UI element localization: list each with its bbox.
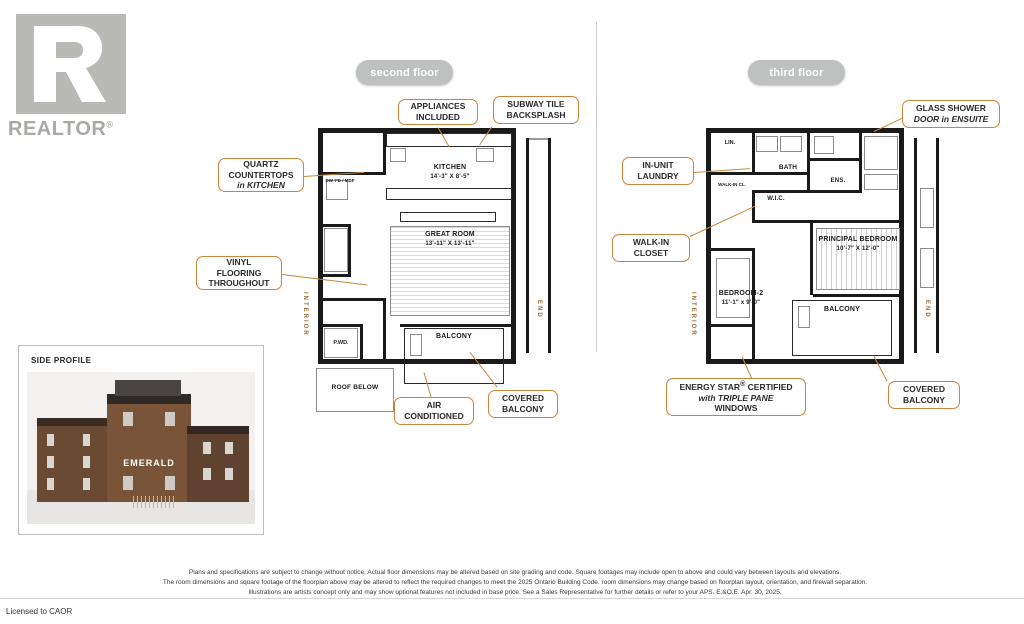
- second-floor-pill: second floor: [356, 60, 453, 85]
- room-balcony-second: BALCONY: [435, 333, 472, 340]
- room-great-room: GREAT ROOM 13'-11" X 13'-11": [425, 231, 475, 247]
- realtor-r-glyph: [16, 14, 126, 114]
- label-interior-second: INTERIOR: [302, 292, 308, 337]
- licensed-label: Licensed to CAOR: [6, 607, 73, 616]
- callout-appliances-included: APPLIANCES INCLUDED: [398, 99, 478, 125]
- side-profile-title: SIDE PROFILE: [31, 356, 92, 365]
- callout-subway-tile-backsplash: SUBWAY TILE BACKSPLASH: [493, 96, 579, 124]
- realtor-wordmark: REALTOR®: [8, 118, 114, 140]
- label-interior-third: INTERIOR: [690, 292, 696, 337]
- disclaimer-line-3: Illustrations are artists concept only and may show optional features not included in base price. See a Sales Representative for further details or refer to your APS. E.&O.E. Apr. 30, 2025.: [248, 589, 782, 597]
- label-roof-below: ROOF BELOW: [331, 384, 379, 391]
- callout-vinyl-flooring: VINYL FLOORING THROUGHOUT: [196, 256, 282, 290]
- building-name-label: EMERALD: [123, 458, 175, 468]
- room-principal-bedroom: PRINCIPAL BEDROOM 10'-7" X 12'-0": [818, 236, 898, 252]
- callout-walk-in-closet: WALK-IN CLOSET: [612, 234, 690, 262]
- callout-quartz-countertops: QUARTZ COUNTERTOPS in KITCHEN: [218, 158, 304, 192]
- room-bedroom-2: BEDROOM-2 11'-1" x 9'-0": [718, 290, 764, 306]
- callout-energy-star-windows: ENERGY STAR® CERTIFIED with TRIPLE PANE WINDOWS: [666, 378, 806, 416]
- realtor-logo: [8, 14, 188, 139]
- callout-covered-balcony-second: COVERED BALCONY: [488, 390, 558, 418]
- section-divider: [596, 22, 597, 352]
- second-floor-plan: [300, 128, 580, 391]
- label-end-second: END: [536, 300, 542, 319]
- room-ensuite: ENS.: [830, 178, 846, 184]
- disclaimer-line-2: The room dimensions and square footage of the floorplan above may be altered to reflect the required changes to meet the 2025 Ontario Building Code. room dimensions may change based on floorplan layout, orientation, and firewall separation.: [162, 579, 868, 587]
- room-wic: W.I.C.: [767, 196, 785, 202]
- label-linen: LIN.: [724, 140, 736, 146]
- disclaimer-line-1: Plans and specifications are subject to change without notice. Actual floor dimensions may be altered based on site grading and code. Square footages may include open to above and could vary between layouts and elevations.: [188, 569, 842, 576]
- footer-divider: [0, 598, 1024, 599]
- room-bath: BATH: [778, 164, 798, 171]
- label-dw: DW 7'D / MDF: [325, 178, 355, 183]
- side-profile-panel: [18, 345, 264, 535]
- label-end-third: END: [924, 300, 930, 319]
- third-floor-plan: [688, 128, 968, 378]
- disclaimer-text: [110, 568, 920, 598]
- callout-air-conditioned: AIR CONDITIONED: [394, 397, 474, 425]
- room-kitchen: KITCHEN 14'-3" X 8'-5": [430, 164, 470, 180]
- callout-covered-balcony-third: COVERED BALCONY: [888, 381, 960, 409]
- third-floor-pill: third floor: [748, 60, 845, 85]
- callout-in-unit-laundry: IN-UNIT LAUNDRY: [622, 157, 694, 185]
- callout-glass-shower-door: GLASS SHOWER DOOR in ENSUITE: [902, 100, 1000, 128]
- label-pwd: P.WD.: [333, 340, 349, 346]
- side-profile-image: [27, 372, 255, 524]
- room-balcony-third: BALCONY: [823, 306, 860, 313]
- label-walkin-cl: WALK-IN CL.: [718, 182, 746, 187]
